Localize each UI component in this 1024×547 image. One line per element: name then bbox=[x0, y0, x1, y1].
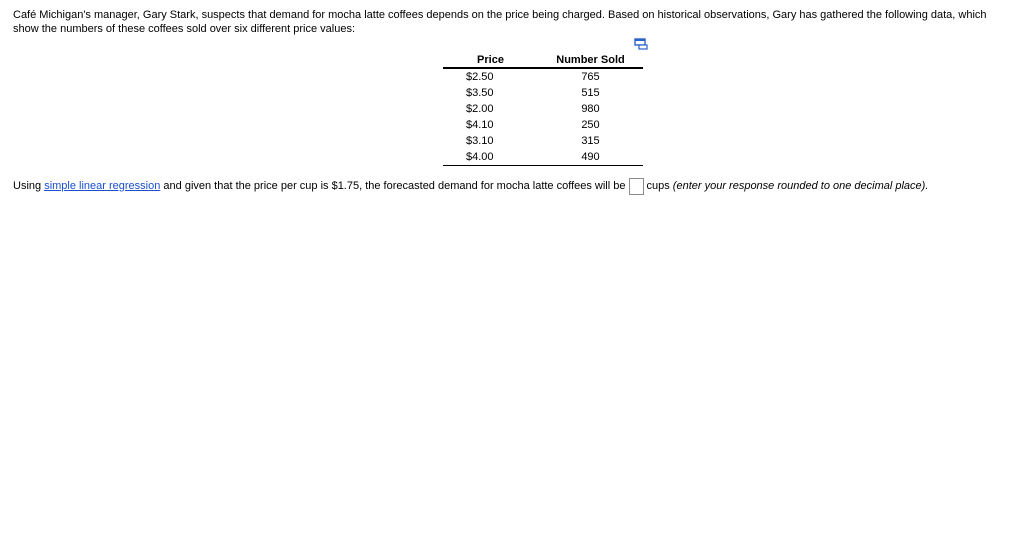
forecast-answer-input[interactable] bbox=[629, 178, 644, 195]
question-middle: and given that the price per cup is $1.75, the forecasted demand for mocha latte coffees will be bbox=[160, 180, 626, 192]
table-row bbox=[443, 101, 643, 117]
question-line bbox=[13, 176, 928, 196]
table-row bbox=[443, 117, 643, 133]
price-cell: $3.10 bbox=[466, 135, 494, 147]
price-column-header: Price bbox=[443, 52, 538, 68]
table-row bbox=[443, 68, 643, 85]
price-cell: $4.00 bbox=[443, 149, 538, 166]
number-sold-cell: 250 bbox=[581, 119, 600, 131]
price-cell: $2.50 bbox=[466, 71, 494, 83]
price-cell: $2.00 bbox=[466, 103, 494, 115]
price-cell: $3.50 bbox=[466, 87, 494, 99]
question-prefix: Using bbox=[13, 180, 45, 192]
table-row bbox=[443, 85, 643, 101]
simple-linear-regression-link[interactable]: simple linear regression bbox=[44, 180, 161, 192]
problem-statement: Café Michigan's manager, Gary Stark, suspects that demand for mocha latte coffees depends on the price being charged. Based on historical observations, Gary has gathered the following data, which show the numbers of these coffees sold over six different price values: bbox=[13, 9, 987, 35]
number-sold-cell: 980 bbox=[581, 103, 600, 115]
rounding-instruction: (enter your response rounded to one decimal place). bbox=[672, 180, 929, 192]
copy-data-icon[interactable] bbox=[634, 38, 648, 50]
table-row bbox=[443, 133, 643, 149]
number-sold-cell: 490 bbox=[538, 149, 643, 166]
number-sold-column-header: Number Sold bbox=[538, 52, 643, 68]
number-sold-cell: 515 bbox=[581, 87, 600, 99]
answer-unit: cups bbox=[646, 180, 673, 192]
data-table bbox=[443, 52, 643, 166]
copy-data-icon-graphic bbox=[634, 38, 648, 50]
table-header-row bbox=[443, 52, 643, 68]
number-sold-cell: 765 bbox=[581, 71, 600, 83]
table-row bbox=[443, 149, 643, 166]
price-cell: $4.10 bbox=[466, 119, 494, 131]
number-sold-cell: 315 bbox=[581, 135, 600, 147]
